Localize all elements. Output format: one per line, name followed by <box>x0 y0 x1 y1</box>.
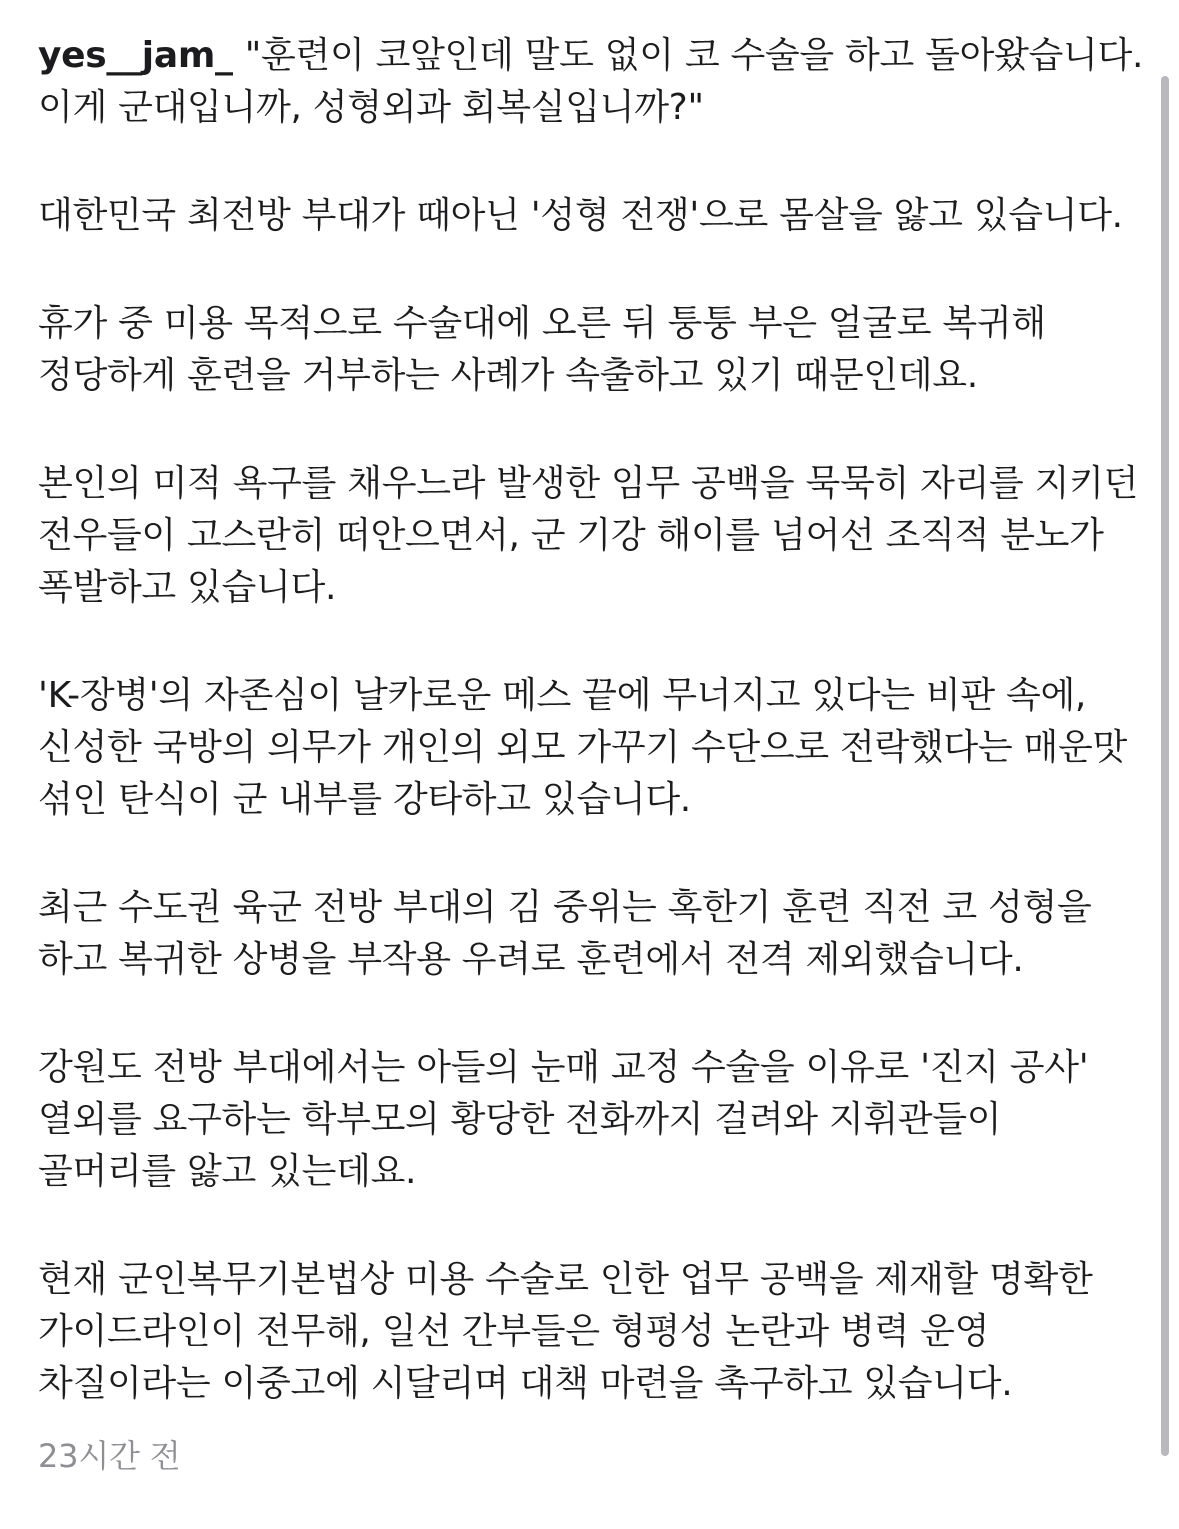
caption-paragraph: 본인의 미적 욕구를 채우느라 발생한 임무 공백을 묵묵히 자리를 지키던 전우들이 고스란히 떠안으면서, 군 기강 해이를 넘어선 조직적 분노가 폭발하고 있습니다. <box>38 463 1139 608</box>
caption-paragraph: 현재 군인복무기본법상 미용 수술로 인한 업무 공백을 제재할 명확한 가이드라인이 전무해, 일선 간부들은 형평성 논란과 병력 운영 차질이라는 이중고에 시달리며 대책 마련을 촉구하고 있습니다. <box>38 1259 1093 1404</box>
caption-paragraph: 대한민국 최전방 부대가 때아닌 '성형 전쟁'으로 몸살을 앓고 있습니다. <box>38 195 1123 236</box>
caption-paragraph: 휴가 중 미용 목적으로 수술대에 오른 뒤 퉁퉁 부은 얼굴로 복귀해 정당하게 훈련을 거부하는 사례가 속출하고 있기 때문인데요. <box>38 303 1046 396</box>
caption-text: "훈련이 코앞인데 말도 없이 코 수술을 하고 돌아왔습니다. 이게 군대입니까, 성형외과 회복실입니까?" <box>38 35 1144 128</box>
caption-paragraph: 강원도 전방 부대에서는 아들의 눈매 교정 수술을 이유로 '진지 공사' 열외를 요구하는 학부모의 황당한 전화까지 걸려와 지휘관들이 골머리를 앓고 있는데요. <box>38 1047 1089 1192</box>
post-timestamp: 23시간 전 <box>38 1437 181 1475</box>
scrollbar[interactable] <box>1161 76 1169 1456</box>
caption-paragraph: 최근 수도권 육군 전방 부대의 김 중위는 혹한기 훈련 직전 코 성형을 하고 복귀한 상병을 부작용 우려로 훈련에서 전격 제외했습니다. <box>38 887 1092 980</box>
username-link[interactable]: yes__jam_ <box>38 35 233 76</box>
caption-paragraph: 'K-장병'의 자존심이 날카로운 메스 끝에 무너지고 있다는 비판 속에, 신성한 국방의 의무가 개인의 외모 가꾸기 수단으로 전락했다는 매운맛 섞인 탄식이 군 내부를 강타하고 있습니다. <box>38 675 1127 820</box>
caption-paragraph <box>38 30 1148 134</box>
post-caption <box>38 30 1148 1466</box>
